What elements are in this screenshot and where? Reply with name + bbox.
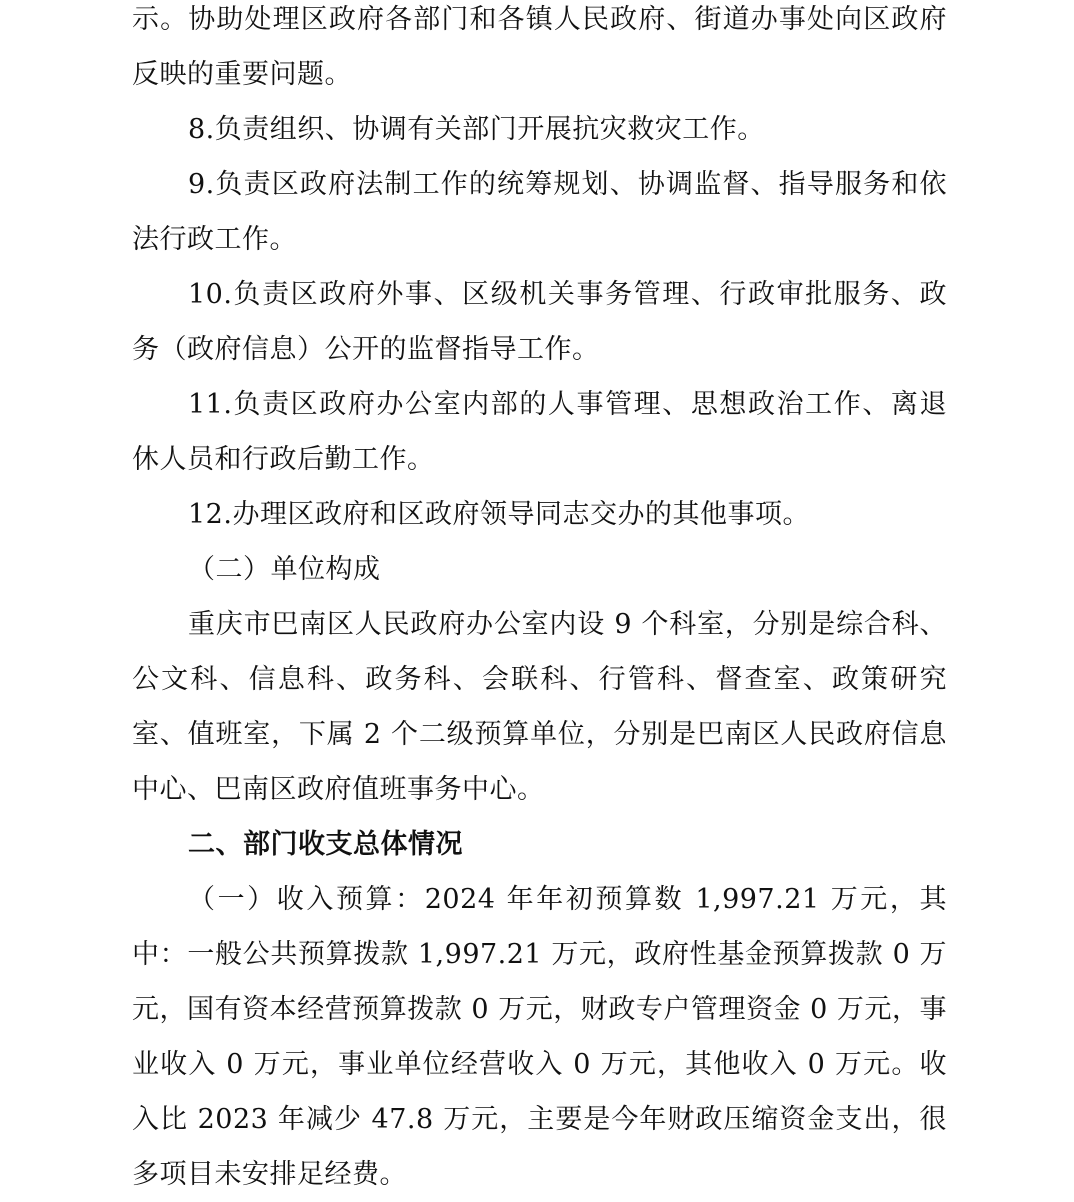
- paragraph-item-11: 11.负责区政府办公室内部的人事管理、思想政治工作、离退休人员和行政后勤工作。: [132, 389, 947, 475]
- paragraph-unit-composition: 重庆市巴南区人民政府办公室内设 9 个科室，分别是综合科、公文科、信息科、政务科、会联科、行管科、督查室、政策研究室、值班室，下属 2 个二级预算单位，分别是巴南区人民政府信息中心、巴南区政府值班事务中心。: [132, 609, 947, 805]
- paragraph-item-12: 12.办理区政府和区政府领导同志交办的其他事项。: [188, 499, 810, 530]
- paragraph-item-9: 9.负责区政府法制工作的统筹规划、协调监督、指导服务和依法行政工作。: [132, 169, 947, 255]
- section-heading-revenue-expenditure: 二、部门收支总体情况: [188, 829, 463, 860]
- paragraph-item-10: 10.负责区政府外事、区级机关事务管理、行政审批服务、政务（政府信息）公开的监督指导工作。: [132, 279, 947, 365]
- subheading-unit-composition: （二）单位构成: [188, 554, 381, 585]
- document-page: [132, 0, 947, 1202]
- paragraph-item-8: 8.负责组织、协调有关部门开展抗灾救灾工作。: [188, 114, 765, 145]
- paragraph-income-budget: （一）收入预算：2024 年年初预算数 1,997.21 万元，其中：一般公共预算拨款 1,997.21 万元，政府性基金预算拨款 0 万元，国有资本经营预算拨款 0 万元，财政专户管理资金 0 万元，事业收入 0 万元，事业单位经营收入 0 万元，其他收入 0 万元。收入比 2023 年减少 47.8 万元，主要是今年财政压缩资金支出，很多项目未安排足经费。: [132, 884, 947, 1190]
- paragraph-continuation: 示。协助处理区政府各部门和各镇人民政府、街道办事处向区政府反映的重要问题。: [132, 4, 947, 90]
